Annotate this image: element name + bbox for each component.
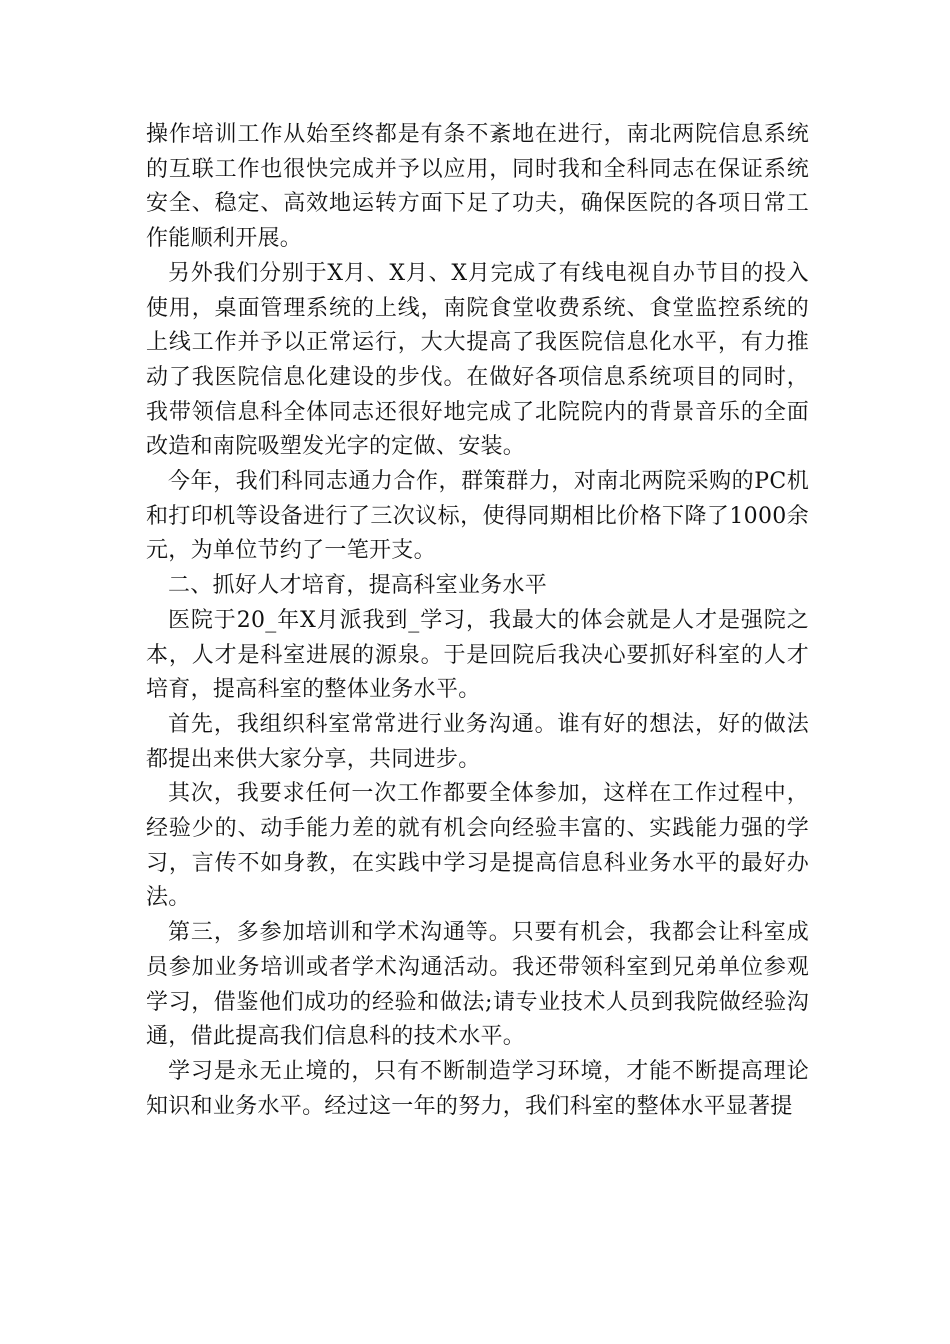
section-heading-talent: 二、抓好人才培育，提高科室业务水平	[168, 573, 548, 599]
document-body	[146, 118, 809, 1124]
paragraph-learning: 学习是永无止境的，只有不断制造学习环境，才能不断提高理论知识和业务水平。经过这一年的努力，我们科室的整体水平显著提	[146, 1058, 809, 1119]
paragraph-procurement: 今年，我们科同志通力合作，群策群力，对南北两院采购的PC机和打印机等设备进行了三次议标，使得同期相比价格下降了1000余元，为单位节约了一笔开支。	[146, 469, 809, 564]
paragraph-training-trip: 医院于20_年X月派我到_学习，我最大的体会就是人才是强院之本，人才是科室进展的源泉。于是回院后我决心要抓好科室的人才培育，提高科室的整体业务水平。	[146, 607, 809, 703]
paragraph-system-work: 操作培训工作从始至终都是有条不紊地在进行，南北两院信息系统的互联工作也很快完成并予以应用，同时我和全科同志在保证系统安全、稳定、高效地运转方面下足了功夫，确保医院的各项日常工作能顺利开展。	[146, 122, 809, 252]
paragraph-second: 其次，我要求任何一次工作都要全体参加，这样在工作过程中，经验少的、动手能力差的就有机会向经验丰富的、实践能力强的学习，言传不如身教，在实践中学习是提高信息科业务水平的最好办法。	[146, 781, 809, 911]
paragraph-third: 第三，多参加培训和学术沟通等。只要有机会，我都会让科室成员参加业务培训或者学术沟通活动。我还带领科室到兄弟单位参观学习，借鉴他们成功的经验和做法;请专业技术人员到我院做经验沟通，借此提高我们信息科的技术水平。	[146, 920, 809, 1050]
paragraph-first: 首先，我组织科室常常进行业务沟通。谁有好的想法，好的做法都提出来供大家分享，共同进步。	[146, 711, 809, 772]
paragraph-projects: 另外我们分别于X月、X月、X月完成了有线电视自办节目的投入使用，桌面管理系统的上线，南院食堂收费系统、食堂监控系统的上线工作并予以正常运行，大大提高了我医院信息化水平，有力推动了我医院信息化建设的步伐。在做好各项信息系统项目的同时，我带领信息科全体同志还很好地完成了北院院内的背景音乐的全面改造和南院吸塑发光字的定做、安装。	[146, 260, 809, 460]
